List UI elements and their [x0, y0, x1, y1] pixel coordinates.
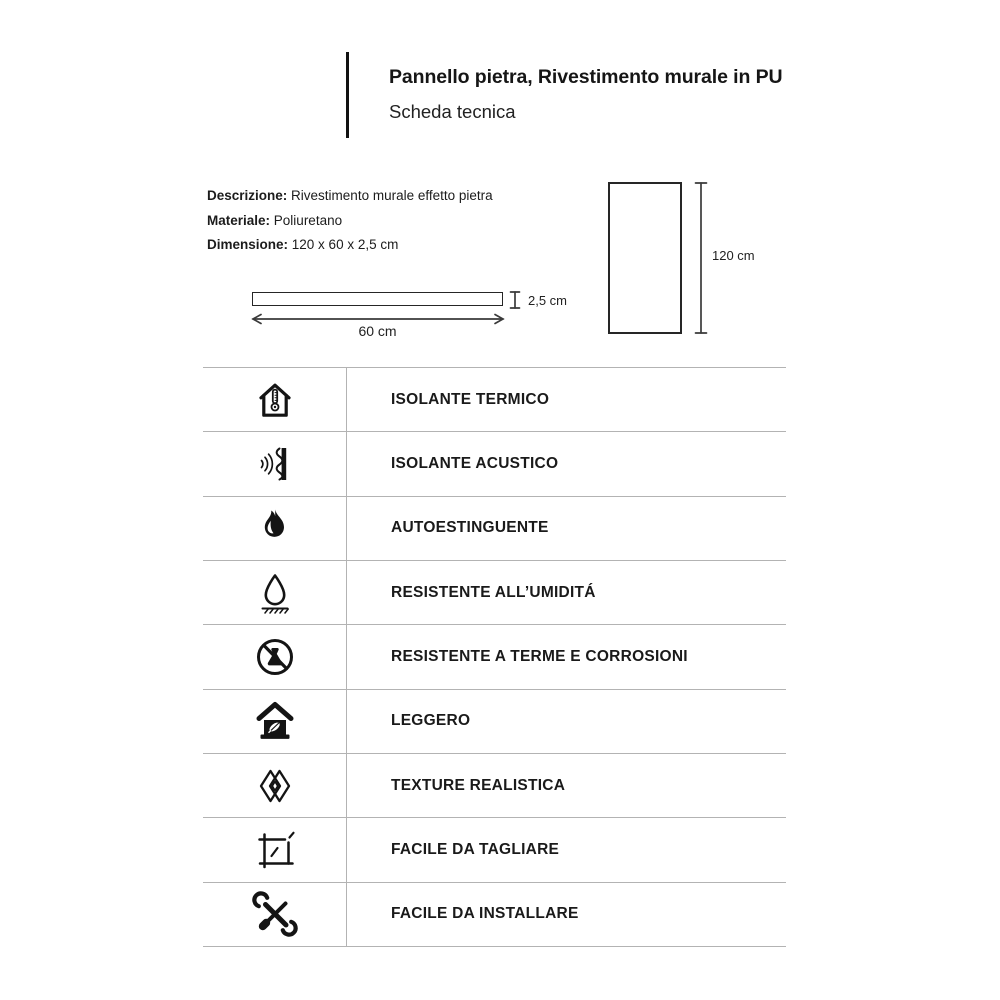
- feature-label: RESISTENTE A TERME E CORROSIONI: [391, 647, 688, 665]
- header-divider: [346, 52, 349, 138]
- spec-line-material: [207, 213, 493, 228]
- height-dimension-line: [693, 180, 709, 336]
- feature-label: RESISTENTE ALL’UMIDITÁ: [391, 583, 596, 601]
- feature-row: [203, 560, 786, 624]
- no-termite-icon: [203, 625, 347, 688]
- feature-row: [203, 882, 786, 946]
- spec-label: Dimensione:: [207, 237, 289, 252]
- spec-value: Poliuretano: [273, 212, 343, 228]
- width-label: 60 cm: [358, 323, 397, 339]
- feature-label: TEXTURE REALISTICA: [391, 776, 566, 794]
- spec-label: Descrizione:: [207, 188, 288, 203]
- texture-diamonds-icon: [203, 754, 347, 817]
- specs-block: [207, 188, 493, 262]
- feature-label: ISOLANTE TERMICO: [391, 390, 550, 408]
- spec-value: 120 x 60 x 2,5 cm: [291, 237, 399, 252]
- spec-line-dimension: [207, 237, 493, 252]
- thickness-dimension-mark: [508, 289, 522, 311]
- thickness-label: 2,5 cm: [528, 293, 568, 308]
- feature-label: FACILE DA INSTALLARE: [391, 905, 579, 923]
- feature-row: [203, 817, 786, 881]
- panel-front-view-diagram: [608, 182, 682, 334]
- crop-icon: [203, 818, 347, 881]
- feature-row: [203, 624, 786, 688]
- tools-icon: [203, 883, 347, 946]
- page-subtitle: Scheda tecnica: [389, 101, 516, 122]
- water-drop-icon: [203, 561, 347, 624]
- spec-value: Rivestimento murale effetto pietra: [291, 188, 493, 203]
- feature-row: [203, 367, 786, 431]
- flame-icon: [203, 497, 347, 560]
- house-thermometer-icon: [203, 368, 347, 431]
- sound-insulation-icon: [203, 432, 347, 495]
- feature-label: FACILE DA TAGLIARE: [391, 840, 560, 858]
- spec-line-description: [207, 188, 493, 203]
- feature-label: ISOLANTE ACUSTICO: [391, 454, 559, 472]
- feature-label: AUTOESTINGUENTE: [391, 519, 549, 537]
- height-label: 120 cm: [712, 248, 755, 263]
- feature-row: [203, 431, 786, 495]
- feature-row: [203, 689, 786, 753]
- features-table: [203, 367, 786, 947]
- feature-row: [203, 496, 786, 560]
- feature-label: LEGGERO: [391, 712, 471, 730]
- panel-top-view-diagram: [252, 292, 503, 306]
- page-title: Pannello pietra, Rivestimento murale in PU: [389, 66, 783, 88]
- feature-row: [203, 753, 786, 817]
- spec-label: Materiale:: [207, 212, 271, 228]
- feather-house-icon: [203, 690, 347, 753]
